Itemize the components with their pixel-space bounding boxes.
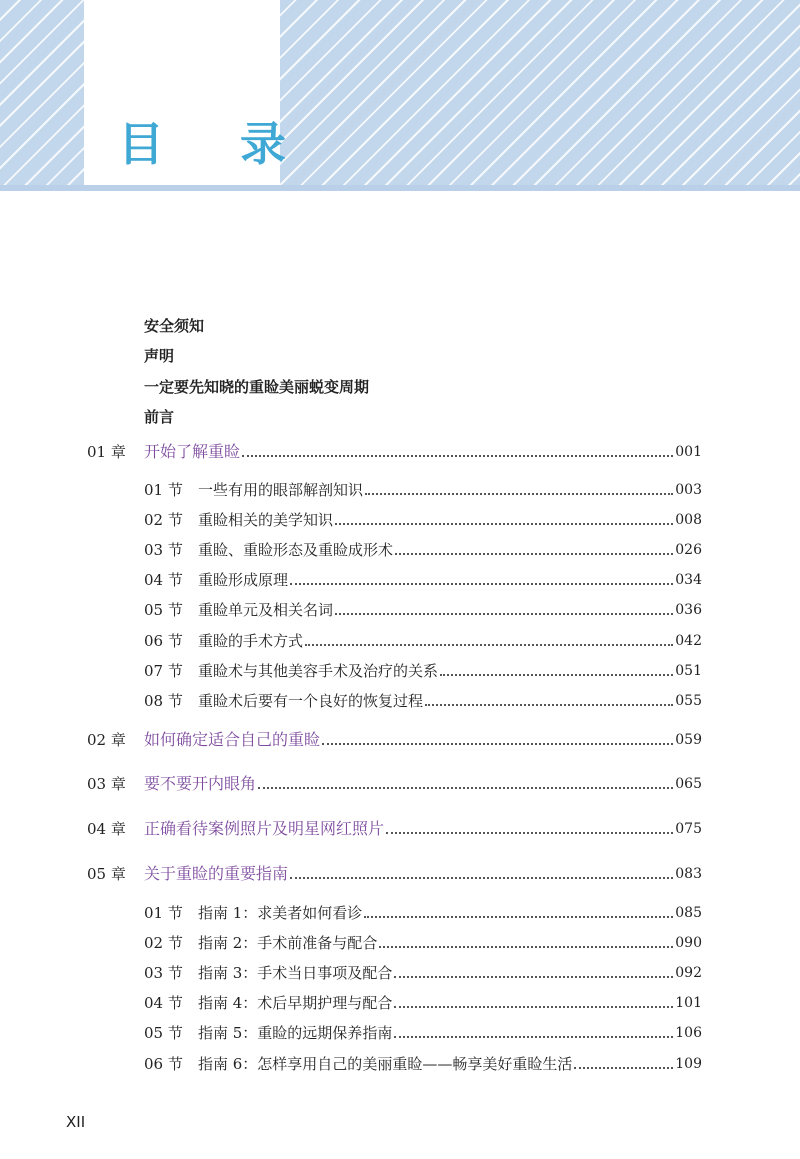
page-number: 075	[675, 821, 702, 837]
page-number: 051	[675, 663, 702, 679]
toc-section[interactable]	[0, 630, 800, 652]
chapter-number: 02 章	[87, 731, 126, 749]
chapter-number: 05 章	[87, 865, 126, 883]
page-number: 065	[675, 776, 702, 792]
section-number: 05 节	[144, 1024, 183, 1042]
toc-section[interactable]	[0, 539, 800, 561]
page-number: 085	[675, 905, 702, 921]
dot-leader	[440, 674, 673, 676]
page-number: 003	[675, 482, 702, 498]
dot-leader	[365, 493, 673, 495]
dot-leader	[322, 743, 673, 745]
toc-section[interactable]	[0, 962, 800, 984]
chapter-number: 04 章	[87, 820, 126, 838]
chapter-title: 要不要开内眼角	[144, 774, 257, 793]
page-number: 036	[675, 602, 702, 618]
page-number: 101	[675, 995, 702, 1011]
page-folio: XII	[66, 1113, 86, 1131]
dot-leader	[395, 553, 673, 555]
toc-chapter-01[interactable]	[0, 441, 800, 463]
dot-leader	[425, 704, 673, 706]
section-title: 指南 4：术后早期护理与配合	[198, 994, 393, 1012]
dot-leader	[290, 877, 673, 879]
toc-chapter-02[interactable]	[0, 729, 800, 751]
front-matter-statement[interactable]: 声明	[144, 347, 175, 365]
dot-leader	[394, 1036, 673, 1038]
section-number: 04 节	[144, 994, 183, 1012]
section-title: 指南 5：重睑的远期保养指南	[198, 1024, 393, 1042]
section-title: 重睑的手术方式	[198, 632, 304, 650]
toc-chapter-04[interactable]	[0, 818, 800, 840]
toc-section[interactable]	[0, 509, 800, 531]
section-number: 08 节	[144, 692, 183, 710]
page-number: 042	[675, 633, 702, 649]
dot-leader	[364, 916, 673, 918]
section-title: 重睑术与其他美容手术及治疗的关系	[198, 662, 439, 680]
dot-leader	[379, 946, 673, 948]
toc-section[interactable]	[0, 660, 800, 682]
front-matter-cycle[interactable]: 一定要先知晓的重睑美丽蜕变周期	[144, 378, 370, 396]
page-number: 083	[675, 866, 702, 882]
section-title: 重睑、重睑形态及重睑成形术	[198, 541, 394, 559]
section-title: 重睑术后要有一个良好的恢复过程	[198, 692, 424, 710]
dot-leader	[394, 1006, 673, 1008]
section-number: 01 节	[144, 481, 183, 499]
toc-section[interactable]	[0, 569, 800, 591]
toc-section[interactable]	[0, 932, 800, 954]
section-title: 指南 6：怎样享用自己的美丽重睑——畅享美好重睑生活	[198, 1055, 573, 1073]
page-number: 001	[675, 444, 702, 460]
chapter-title: 开始了解重睑	[144, 442, 241, 461]
chapter-number: 03 章	[87, 775, 126, 793]
page-number: 092	[675, 965, 702, 981]
section-number: 06 节	[144, 632, 183, 650]
dot-leader	[242, 455, 673, 457]
page-number: 090	[675, 935, 702, 951]
dot-leader	[335, 613, 673, 615]
dot-leader	[258, 787, 673, 789]
toc-chapter-05[interactable]	[0, 863, 800, 885]
toc-section[interactable]	[0, 599, 800, 621]
dot-leader	[574, 1067, 673, 1069]
section-number: 05 节	[144, 601, 183, 619]
header-banner-edge	[0, 185, 800, 191]
section-title: 指南 1：求美者如何看诊	[198, 904, 363, 922]
dot-leader	[290, 583, 673, 585]
page-number: 026	[675, 542, 702, 558]
page-number: 109	[675, 1056, 702, 1072]
front-matter-safety[interactable]: 安全须知	[144, 317, 205, 335]
toc-section[interactable]	[0, 690, 800, 712]
toc-section[interactable]	[0, 1022, 800, 1044]
chapter-title: 正确看待案例照片及明星网红照片	[144, 819, 385, 838]
dot-leader	[335, 523, 673, 525]
section-number: 04 节	[144, 571, 183, 589]
page-number: 034	[675, 572, 702, 588]
page-number: 055	[675, 693, 702, 709]
section-title: 指南 3：手术当日事项及配合	[198, 964, 393, 982]
toc-section[interactable]	[0, 992, 800, 1014]
toc-section[interactable]	[0, 479, 800, 501]
page-number: 008	[675, 512, 702, 528]
section-title: 指南 2：手术前准备与配合	[198, 934, 378, 952]
page-number: 106	[675, 1025, 702, 1041]
dot-leader	[305, 644, 673, 646]
section-number: 03 节	[144, 964, 183, 982]
chapter-number: 01 章	[87, 443, 126, 461]
dot-leader	[386, 832, 673, 834]
section-title: 一些有用的眼部解剖知识	[198, 481, 364, 499]
page-number: 059	[675, 732, 702, 748]
dot-leader	[394, 976, 673, 978]
section-number: 03 节	[144, 541, 183, 559]
section-number: 02 节	[144, 511, 183, 529]
section-title: 重睑相关的美学知识	[198, 511, 334, 529]
toc-chapter-03[interactable]	[0, 773, 800, 795]
front-matter-preface[interactable]: 前言	[144, 408, 175, 426]
section-title: 重睑形成原理	[198, 571, 289, 589]
section-number: 06 节	[144, 1055, 183, 1073]
toc-section[interactable]	[0, 902, 800, 924]
section-number: 07 节	[144, 662, 183, 680]
section-number: 01 节	[144, 904, 183, 922]
chapter-title: 关于重睑的重要指南	[144, 864, 289, 883]
chapter-title: 如何确定适合自己的重睑	[144, 730, 321, 749]
section-title: 重睑单元及相关名词	[198, 601, 334, 619]
page-title: 目 录	[118, 117, 317, 171]
toc-section[interactable]	[0, 1053, 800, 1075]
section-number: 02 节	[144, 934, 183, 952]
